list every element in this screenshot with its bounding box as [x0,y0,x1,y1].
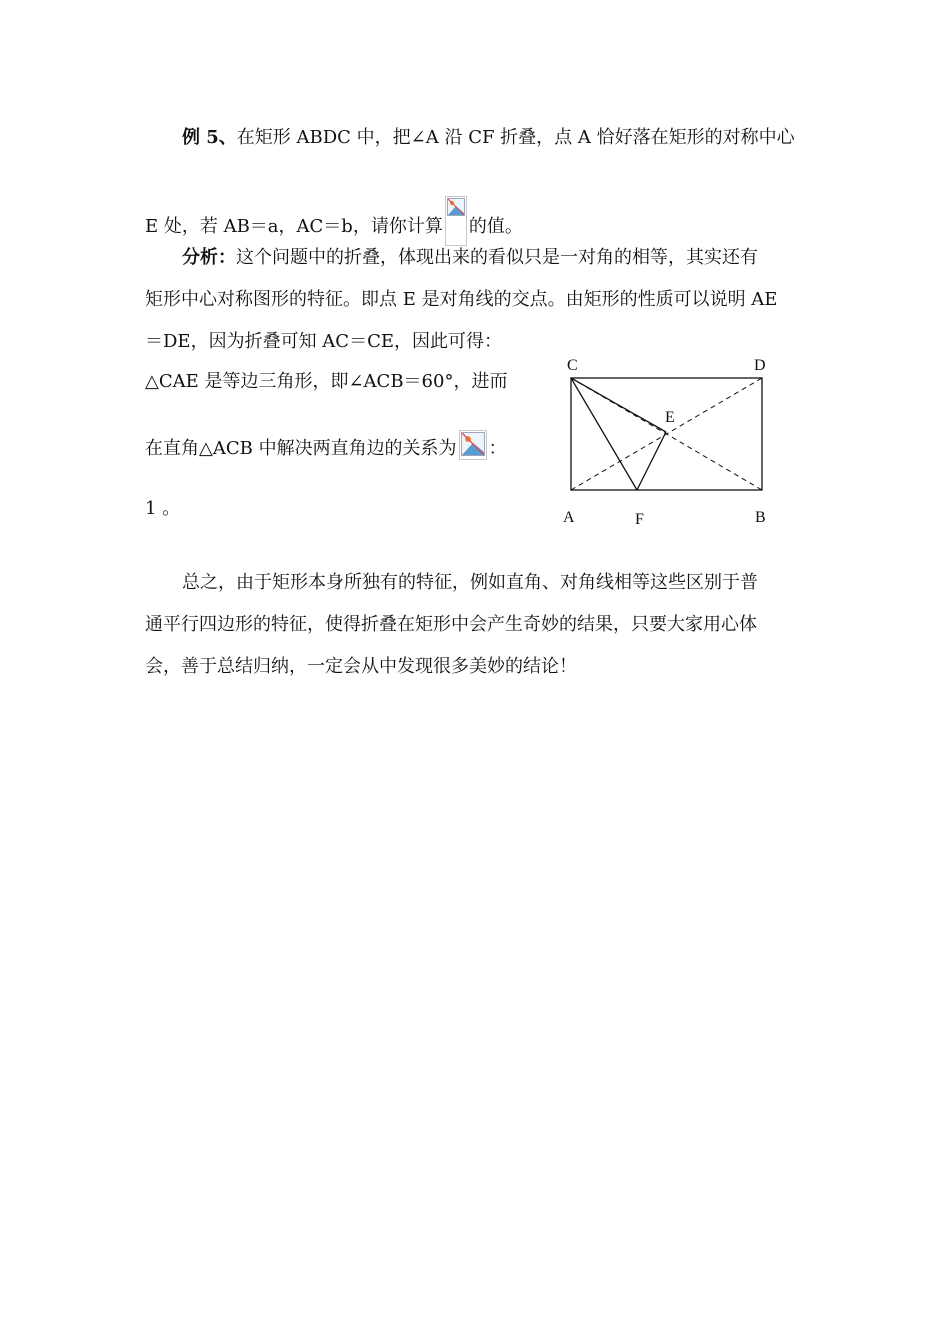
label-b: B [755,509,766,526]
analysis-text: ： [488,438,507,459]
summary-line-3: 会，善于总结归纳，一定会从中发现很多美妙的结论！ [145,656,577,677]
example-heading: 例 5、 [182,127,237,148]
example-text: E 处，若 AB＝a，AC＝b，请你计算 [145,216,443,237]
broken-image-icon [445,196,467,246]
analysis-heading: 分析： [182,247,236,268]
example-line-2 [145,196,523,246]
analysis-line-2: 矩形中心对称图形的特征。即点 E 是对角线的交点。由矩形的性质可以说明 AE [145,289,778,310]
fold-line-cf [571,378,637,490]
summary-line-2: 通平行四边形的特征，使得折叠在矩形中会产生奇妙的结果，只要大家用心体 [145,614,757,635]
label-d: D [754,357,766,374]
label-e: E [665,409,675,426]
analysis-line-1 [182,246,758,270]
segment-ef [637,432,666,490]
label-f: F [635,511,644,528]
label-a: A [563,509,575,526]
analysis-line-4: △CAE 是等边三角形，即∠ACB＝60°，进而 [145,371,508,392]
geometry-figure [540,350,800,540]
example-text: 在矩形 ABDC 中，把∠A 沿 CF 折叠，点 A 恰好落在矩形的对称中心 [236,127,795,148]
analysis-text: 在直角△ACB 中解决两直角边的关系为 [145,438,457,459]
analysis-line-5 [145,430,507,461]
analysis-line-6: 1 。 [145,498,181,519]
segment-ce [571,378,666,432]
analysis-line-3: ＝DE，因为折叠可知 AC＝CE，因此可得： [145,331,502,352]
broken-image-icon [459,430,487,460]
label-c: C [567,357,578,374]
analysis-text: 这个问题中的折叠，体现出来的看似只是一对角的相等，其实还有 [236,247,758,268]
example-text: 的值。 [468,216,523,237]
example-line-1 [182,126,795,150]
summary-line-1: 总之，由于矩形本身所独有的特征，例如直角、对角线相等这些区别于普 [182,572,758,593]
